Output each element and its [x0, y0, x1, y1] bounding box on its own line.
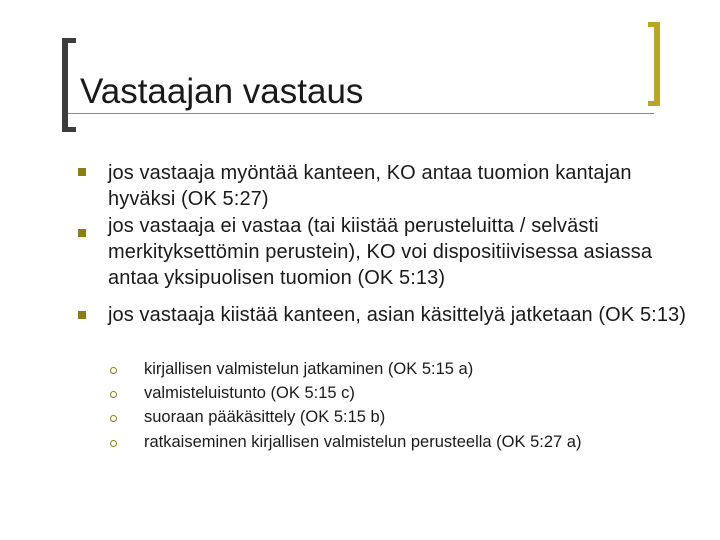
bullet-square-icon	[78, 168, 86, 176]
slide-title: Vastaajan vastaus	[80, 72, 364, 111]
sub-bullet-item: ratkaiseminen kirjallisen valmistelun perusteella (OK 5:27 a)	[144, 433, 582, 451]
bullet-item: jos vastaaja ei vastaa (tai kiistää perusteluitta / selvästi merkityksettömin perustein), KO voi dispositiivisessa asiassa antaa yksipuolisen tuomion (OK 5:13)	[108, 215, 653, 289]
sub-bullet-circle-icon	[110, 391, 117, 398]
sub-bullet-item: kirjallisen valmistelun jatkaminen (OK 5:15 a)	[144, 360, 474, 378]
bullet-square-icon	[78, 311, 86, 319]
bullet-item: jos vastaaja myöntää kanteen, KO antaa tuomion kantajan hyväksi (OK 5:27)	[108, 162, 632, 210]
sub-bullet-item: suoraan pääkäsittely (OK 5:15 b)	[144, 408, 386, 426]
sub-bullet-circle-icon	[110, 367, 117, 374]
sub-bullet-circle-icon	[110, 440, 117, 447]
sub-bullet-item: valmisteluistunto (OK 5:15 c)	[144, 384, 355, 402]
bullet-square-icon	[78, 229, 86, 237]
sub-bullet-circle-icon	[110, 415, 117, 422]
title-divider	[68, 113, 654, 114]
bullet-item: jos vastaaja kiistää kanteen, asian käsittelyä jatketaan (OK 5:13)	[108, 304, 687, 326]
